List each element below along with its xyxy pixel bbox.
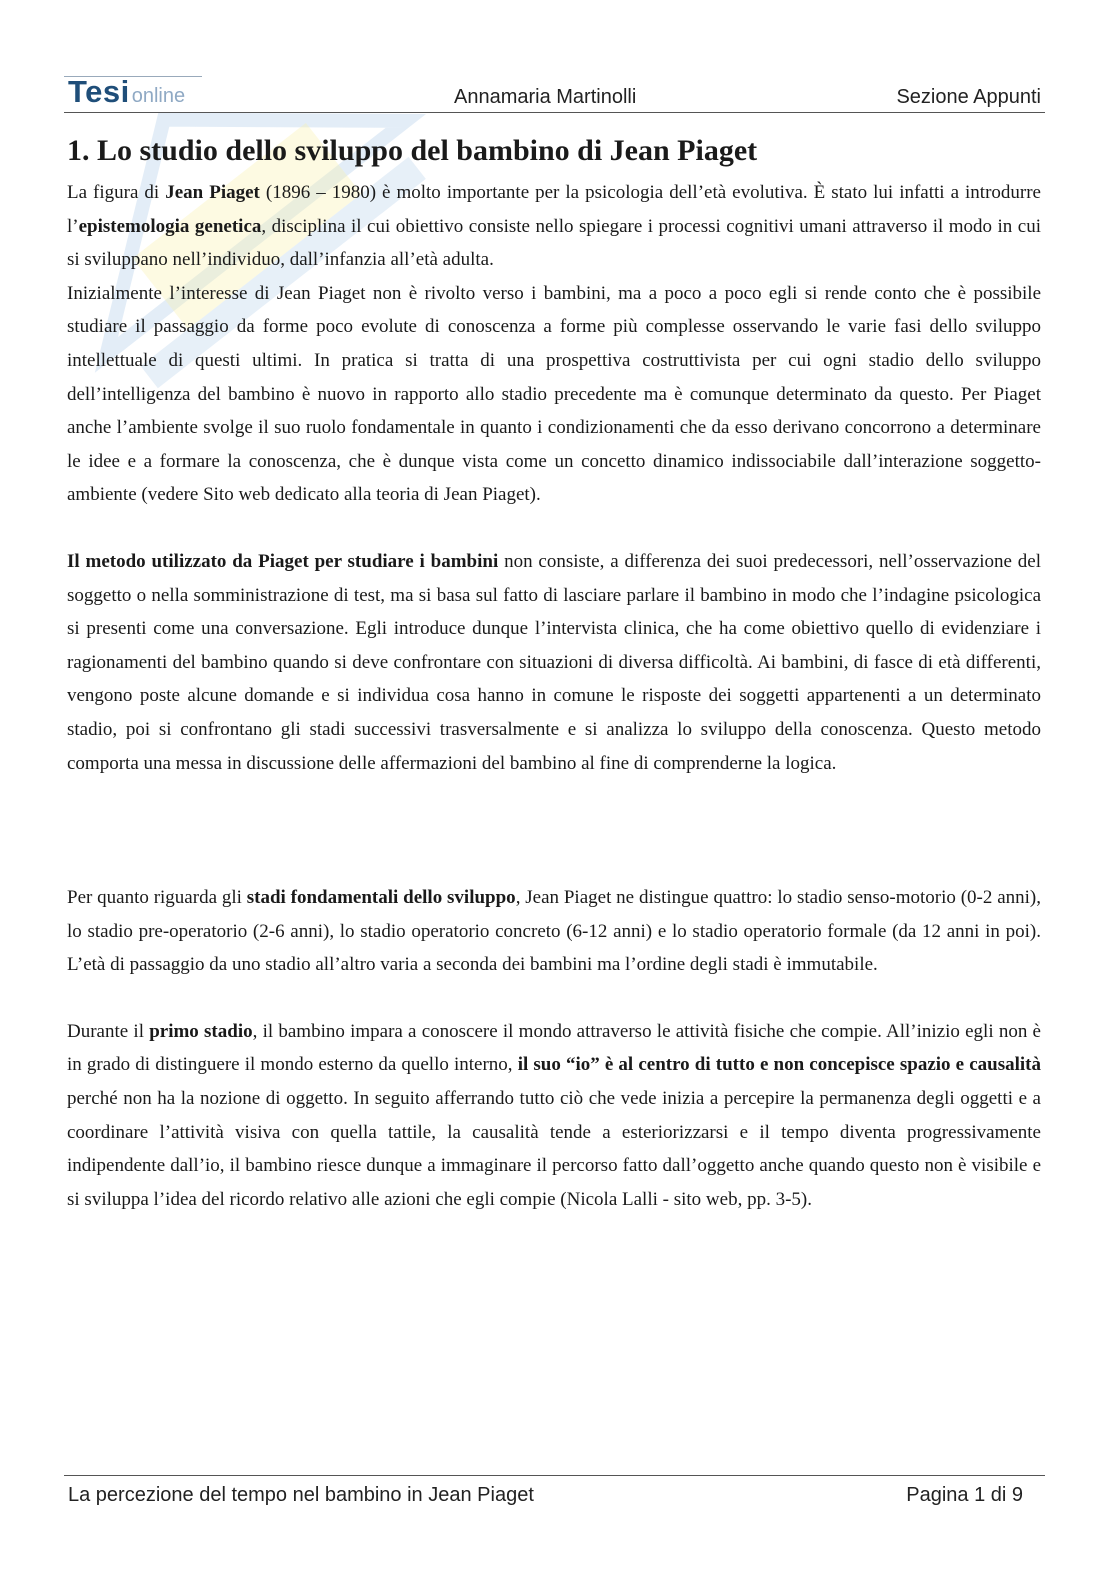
header-section: Sezione Appunti bbox=[896, 86, 1041, 108]
logo-sub: online bbox=[131, 85, 186, 107]
text: , disciplina il cui obiettivo consiste nello spiegare i processi cognitivi umani attraverso il modo in cui si sviluppano nell’individuo, dall’infanzia all’età adulta. bbox=[67, 215, 1041, 271]
bold-text: Jean Piaget bbox=[165, 182, 260, 203]
tesionline-logo bbox=[68, 74, 185, 110]
text: Durante il bbox=[67, 1020, 150, 1042]
paragraph-first-stage bbox=[67, 1015, 1041, 1217]
bold-text: Il metodo utilizzato da Piaget per studiare i bambini bbox=[67, 550, 499, 572]
header-author: Annamaria Martinolli bbox=[454, 86, 637, 108]
page-header bbox=[64, 70, 1045, 113]
text: , Jean Piaget ne distingue quattro: lo stadio senso-motorio (0-2 anni), lo stadio pre-operatorio (2-6 anni), lo stadio operatorio concreto (6-12 anni) e lo stadio operatorio formale (da 12 anni in poi). L’età di passaggio da uno stadio all’altro varia a seconda dei bambini ma l’ordine degli stadi è immutabile. bbox=[67, 887, 1042, 976]
text: Per quanto riguarda gli bbox=[67, 887, 247, 909]
page-content bbox=[67, 130, 1041, 1216]
paragraph-intro bbox=[67, 176, 1041, 277]
bold-text: il suo “io” è al centro di tutto e non concepisce spazio e causalità bbox=[517, 1054, 1041, 1076]
text: , il bambino impara a conoscere il mondo attraverso le attività fisiche che compie. All’inizio egli non è in grado di distinguere il mondo esterno da quello interno, bbox=[67, 1020, 1041, 1076]
page-footer bbox=[64, 1475, 1045, 1516]
paragraph-interest: Inizialmente l’interesse di Jean Piaget non è rivolto verso i bambini, ma a poco a poco egli si rende conto che è possibile studiare il passaggio da forme poco evolute di conoscenza a forme più complesse osservando le varie fasi dello sviluppo intellettuale di questi ultimi. In pratica si tratta di una prospettiva costruttivista per cui ogni stadio dello sviluppo dell’intelligenza del bambino è nuovo in rapporto allo stadio precedente ma è comunque determinato da questo. Per Piaget anche l’ambiente svolge il suo ruolo fondamentale in quanto i condizionamenti che da esso derivano concorrono a determinare le idee e a formare la conoscenza, che è dunque vista come un concetto dinamico indissociabile dall’interazione soggetto-ambiente (vedere Sito web dedicato alla teoria di Jean Piaget). bbox=[67, 282, 1041, 506]
spacer bbox=[67, 512, 1041, 545]
text: La figura di bbox=[67, 182, 166, 203]
text: non consiste, a differenza dei suoi predecessori, nell’osservazione del soggetto o nella somministrazione di test, ma si basa sul fatto di lasciare parlare il bambino in modo che l’indagine psicologica si presenti come una conversazione. Egli introduce dunque l’intervista clinica, che ha come obiettivo quello di evidenziare i ragionamenti del bambino quando si deve confrontare con situazioni di diversa difficoltà. Ai bambini, di fasce di età differenti, vengono poste alcune domande e si individua cosa hanno in comune le risposte dei soggetti appartenenti a un determinato stadio, poi si confrontano gli stadi successivi trasversalmente e si analizza lo sviluppo della conoscenza. Questo metodo comporta una messa in discussione delle affermazioni del bambino al fine di comprenderne la logica. bbox=[67, 550, 1042, 774]
footer-doc-title: La percezione del tempo nel bambino in Jean Piaget bbox=[68, 1484, 534, 1506]
text: (1896 – 1980) è molto importante per la psicologia dell’età evolutiva. È stato lui infatti a introdurre l’ bbox=[67, 182, 1041, 237]
spacer bbox=[67, 780, 1041, 881]
page-title: 1. Lo studio dello sviluppo del bambino di Jean Piaget bbox=[67, 134, 758, 167]
paragraph-method bbox=[67, 545, 1041, 780]
footer-page-number: Pagina 1 di 9 bbox=[906, 1484, 1023, 1506]
bold-text: stadi fondamentali dello sviluppo bbox=[246, 887, 516, 909]
logo-main: Tesi bbox=[68, 74, 130, 109]
bold-text: primo stadio bbox=[149, 1020, 253, 1042]
bold-text: epistemologia genetica bbox=[78, 215, 262, 237]
paragraph-stages bbox=[67, 881, 1041, 982]
spacer bbox=[67, 982, 1041, 1015]
text: perché non ha la nozione di oggetto. In seguito afferrando tutto ciò che vede inizia a percepire la permanenza degli oggetti e a coordinare l’attività visiva con quella tattile, la causalità tende a esteriorizzarsi e il tempo diventa progressivamente indipendente dall’io, il bambino riesce dunque a immaginare il percorso fatto dall’oggetto anche quando questo non è visibile e si sviluppa l’idea del ricordo relativo alle azioni che egli compie (Nicola Lalli - sito web, pp. 3-5). bbox=[67, 1088, 1041, 1210]
